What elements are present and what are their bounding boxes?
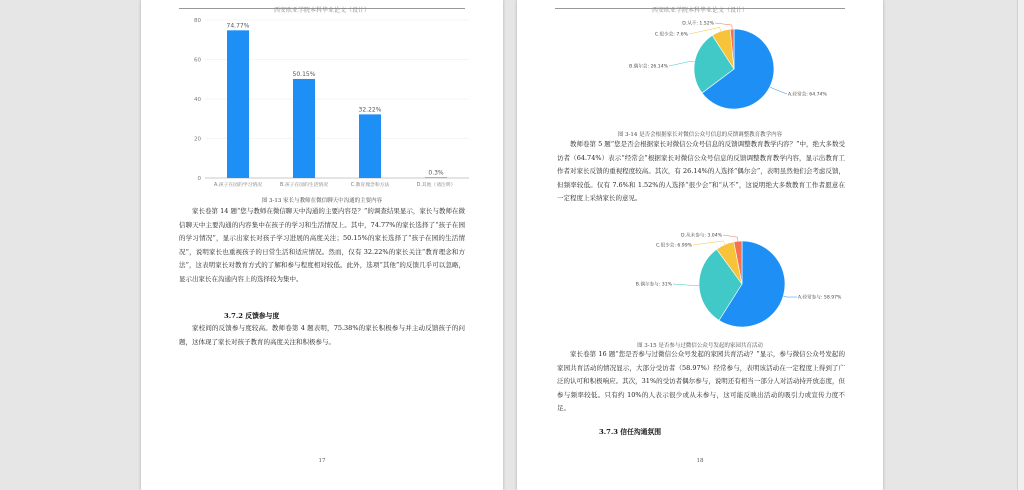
- page-number: 17: [318, 458, 326, 464]
- leader-line: [669, 61, 695, 66]
- y-tick-label: 60: [194, 57, 201, 64]
- body-paragraph-2: 家校间的反馈参与度较高。教师卷第 4 题表明，75.38%的家长积极参与并主动反馈孩子的问题，这体现了家长对孩子教育的高度关注和积极参与。: [179, 324, 465, 346]
- page-number: 18: [696, 458, 704, 464]
- pie-data-label: A.经常会: 64.74%: [788, 92, 827, 98]
- vertical-scrollbar[interactable]: [1017, 0, 1024, 490]
- pie-data-label: B.偶尔参与: 31%: [635, 282, 672, 288]
- body-paragraph: 教师卷第 5 题“您是否会根据家长对微信公众号信息的反馈调整教育教学内容？”中，绝大多数受访者（64.74%）表示“经常会”根据家长对微信公众号信息的反馈调整教育教学内容，显示出教育工作者对家长反馈的重视程度较高。其次，有 26.14%的人选择“偶尔会”，表明虽然他们会考虑反馈，但频率较低。仅有 7.6%和 1.52%的人选择“很少会”和“从不”，这说明绝大多数教育工作者愿意在一定程度上采纳家长的意见。: [557, 140, 845, 203]
- leader-line: [693, 241, 725, 245]
- page-header-rule: [555, 7, 845, 14]
- y-tick-label: 40: [194, 97, 201, 103]
- document-page-left: [141, 0, 503, 490]
- pie-chart-3-14: [597, 14, 827, 122]
- leader-line: [783, 296, 797, 297]
- leader-line: [723, 235, 738, 241]
- y-tick-label: 80: [194, 18, 201, 24]
- pie-data-label: D.从未参与: 3.04%: [681, 233, 722, 239]
- leader-line: [673, 284, 699, 286]
- page-header: 西安欧亚学院本科毕业论文（设计）: [651, 7, 748, 14]
- pie-data-label: A.经常参与: 58.97%: [798, 295, 842, 301]
- x-tick-label: C.教育理念和方法: [350, 183, 390, 188]
- page-header: 西安欧亚学院本科毕业论文（设计）: [273, 7, 370, 14]
- section-heading-3-7-3: 3.7.3 信任沟通氛围: [599, 428, 662, 436]
- body-paragraph: 家长卷第 14 题“您与教师在微信聊天中沟通的主要内容是？”的调查结果显示，家长与教师在微信聊天中主要沟通的内容集中在孩子的学习和生活情况上。其中，74.77%的家长选择了“孩子在园的学习情况”，显示出家长对孩子学习进展的高度关注；50.15%的家长选择了“孩子在园的生活情况”，说明家长也重视孩子的日常生活和适应情况。然而，仅有 32.22%的家长关注“教育理念和方法”，这表明家长对教育方式的了解和参与程度相对较低。此外，选项“其他”的反馈几乎可以忽略，显示出家长在沟通内容上的选择较为集中。: [179, 207, 465, 283]
- data-label: 74.77%: [226, 22, 250, 30]
- figure-caption-3-14: 图 3-14 是否会根据家长对微信公众号信息的反馈调整教育教学内容: [617, 132, 783, 138]
- x-tick-label: A.孩子在园的学习情况: [214, 183, 262, 188]
- pie-data-label: C.很少会: 7.6%: [654, 32, 688, 38]
- bar: [227, 30, 249, 178]
- data-label: 0.3%: [428, 169, 444, 177]
- y-tick-label: 0: [197, 176, 201, 182]
- y-tick-label: 20: [194, 136, 201, 143]
- body-paragraph-2: 家长卷第 16 题“您是否参与过微信公众号发起的家园共育活动？”显示，参与微信公众号发起的家园共育活动的情况显示，大部分受访者（58.97%）经常参与，表明该活动在一定程度上得到了广泛的认可和积极响应。其次，31%的受访者偶尔参与，说明还有相当一部分人对活动持开放态度，但参与频率较低。只有约 10%的人表示很少或从未参与，这可能反映出活动的吸引力或宣传力度不足。: [557, 350, 845, 413]
- figure-caption-3-13: 图 3-13 家长与教师在微信聊天中沟通的主要内容: [261, 198, 383, 204]
- pie-chart-3-15: [597, 228, 842, 338]
- x-tick-label: D.其他（请注明）: [416, 183, 456, 188]
- pie-data-label: D.从不: 1.52%: [682, 21, 714, 27]
- bar: [293, 79, 315, 178]
- bar: [359, 114, 381, 178]
- pie-data-label: C.很少会: 6.99%: [655, 243, 692, 249]
- data-label: 50.15%: [292, 70, 316, 78]
- document-page-right: [517, 0, 883, 490]
- pie-data-label: B.偶尔会: 26.14%: [629, 64, 668, 70]
- section-heading-3-7-2: 3.7.2 反馈参与度: [224, 312, 280, 320]
- leader-line: [715, 23, 732, 29]
- figure-caption-3-15: 图 3-15 是否参与过微信公众号发起的家园共育活动: [637, 343, 763, 349]
- leader-line: [770, 87, 787, 94]
- data-label: 32.22%: [358, 106, 382, 114]
- bar: [425, 177, 447, 178]
- page-header-rule: [179, 7, 465, 14]
- x-tick-label: B.孩子在园的生活情况: [280, 183, 328, 188]
- bar-chart: [169, 12, 481, 192]
